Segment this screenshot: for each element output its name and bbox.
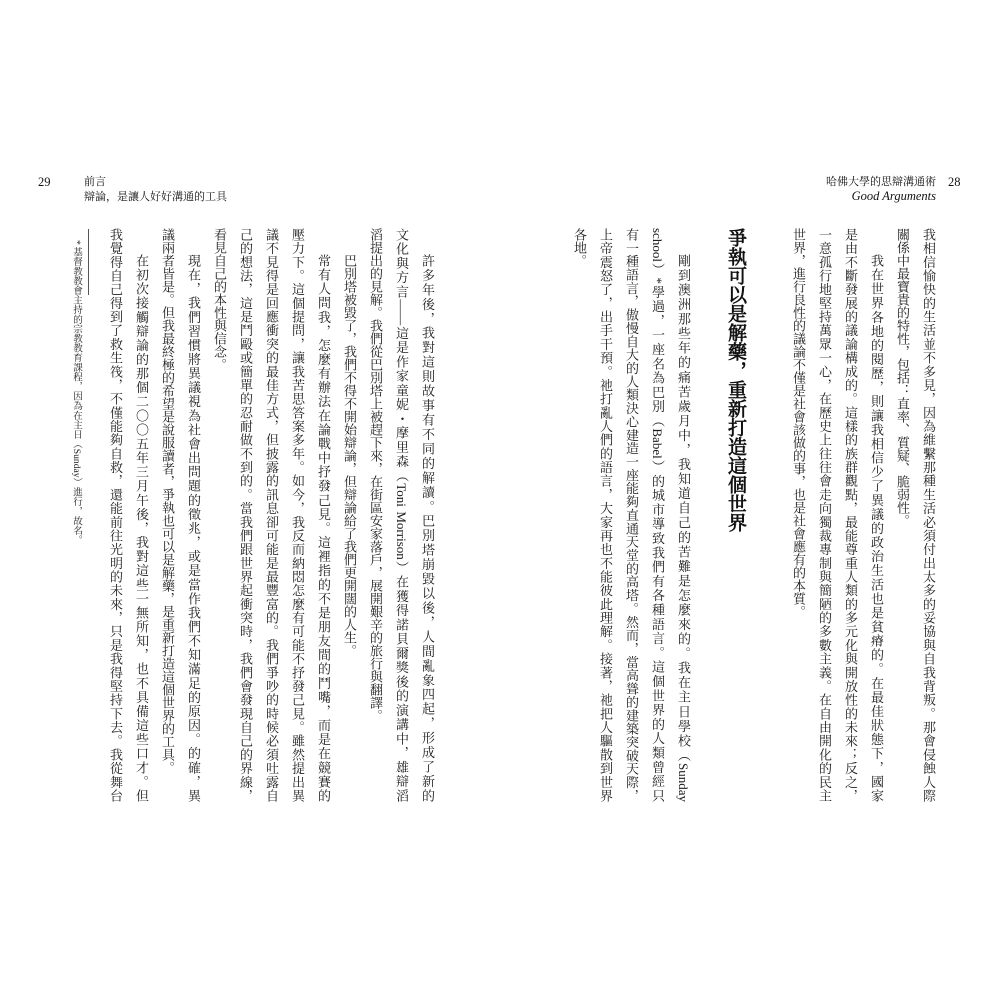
text-column: 滔提出的見解。我們從巴別塔上被趕下來，在街區安家落戶，展開艱辛的旅行與翻譯。: [368, 228, 383, 722]
text-column: 在初次接觸辯論的那個二〇〇五年三月午後，我對這些一無所知，也不具備這些口才。但: [134, 254, 149, 802]
section-heading: 爭執可以是解藥，重新打造這個世界: [725, 228, 746, 532]
text-column: 是由不斷發展的議論構成的。這樣的族群觀點，最能尊重人類的多元化與開放性的未來；反之，: [843, 228, 858, 802]
running-head-section: 前言: [84, 176, 106, 188]
page-number: 29: [38, 175, 51, 189]
text-column: 有一種語言，傲慢自大的人類決心建造一座能夠直通天堂的高塔。然而，當高聳的建築突破天際，: [624, 228, 639, 802]
text-column: 我相信愉快的生活並不多見，因為維繫那種生活必須付出太多的妥協與自我背叛。那會侵蝕人際: [921, 228, 936, 802]
text-column: 議兩者皆是。但我最終極的希望是說服讀者，爭執也可以是解藥，是重新打造這個世界的工具。: [160, 228, 175, 774]
text-column: 常有人問我，怎麼有辦法在論戰中抒發己見。這裡指的不是朋友間的鬥嘴，而是在競賽的: [316, 254, 331, 802]
text-column: 巴別塔被毀了，我們不得不開始辯論，但辯論給了我們更開闊的人生。: [342, 254, 357, 657]
text-column: 上帝震怒了，出手干預。祂打亂人們的語言，大家再也不能彼此理解。接著，祂把人驅散到世界: [598, 228, 613, 802]
text-column: 壓力下。這個提問，讓我苦思答案多年。如今，我反而納悶怎麼有可能不抒發己見。雖然提出異: [290, 228, 305, 802]
text-column: 我覺得自己得到了救生筏，不僅能夠自救，還能前往光明的未來，只是我得堅持下去。我從舞台: [108, 228, 123, 802]
text-column: 己的想法，這是鬥毆或簡單的忍耐做不到的。當我們跟世界起衝突時，我們會發現自己的界線，: [238, 228, 253, 802]
text-column: 文化與方言——這是作家童妮・摩里森（Toni Morrison）在獲得諾貝爾獎後的演講中，雄辯滔: [394, 228, 409, 802]
running-head-book-title: 哈佛大學的思辯溝通術: [826, 176, 936, 188]
text-column: 一意孤行地堅持萬眾一心，在歷史上往往會走向獨裁專制與簡陋的多數主義。在自由開化的民主: [817, 228, 832, 802]
text-column: 我在世界各地的閱歷，則讓我相信少了異議的政治生活也是貧瘠的。在最佳狀態下，國家: [869, 254, 884, 802]
running-head-english-title: Good Arguments: [851, 189, 936, 203]
footnote: * 基督教教會主持的宗教教育課程，因為在主日（Sunday）進行，故名。: [71, 240, 82, 545]
footnote-rule: [88, 229, 89, 295]
text-column: 許多年後，我對這則故事有不同的解讀。巴別塔崩毀以後，人間亂象四起，形成了新的: [420, 254, 435, 802]
text-column: school）*學過，一座名為巴別（Babel）的城市導致我們有各種語言。這個世界的人類曾經只: [650, 228, 665, 802]
text-column: 各地。: [572, 228, 587, 267]
text-column: 關係中最寶貴的特性，包括：直率、質疑、脆弱性。: [895, 228, 910, 527]
text-column: 現在，我們習慣將異議視為社會出問題的徵兆，或是當作我們不知滿足的原因。的確，異: [186, 254, 201, 802]
text-column: 世界，進行良性的議論不僅是社會該做的事，也是社會應有的本質。: [791, 228, 806, 618]
text-column: 議不見得是回應衝突的最佳方式，但披露的訊息卻可能是最豐富的。我們爭吵的時候必須吐露自: [264, 228, 279, 802]
right-page: [500, 0, 1000, 1000]
text-column: 剛到澳洲那些年的痛苦歲月中，我知道自己的苦難是怎麼來的。我在主日學校（Sunday: [676, 254, 691, 802]
running-head-chapter-title: 辯論，是讓人好好溝通的工具: [84, 191, 227, 203]
page-number: 28: [948, 175, 961, 189]
text-column: 看見自己的本性與信念。: [212, 228, 227, 371]
